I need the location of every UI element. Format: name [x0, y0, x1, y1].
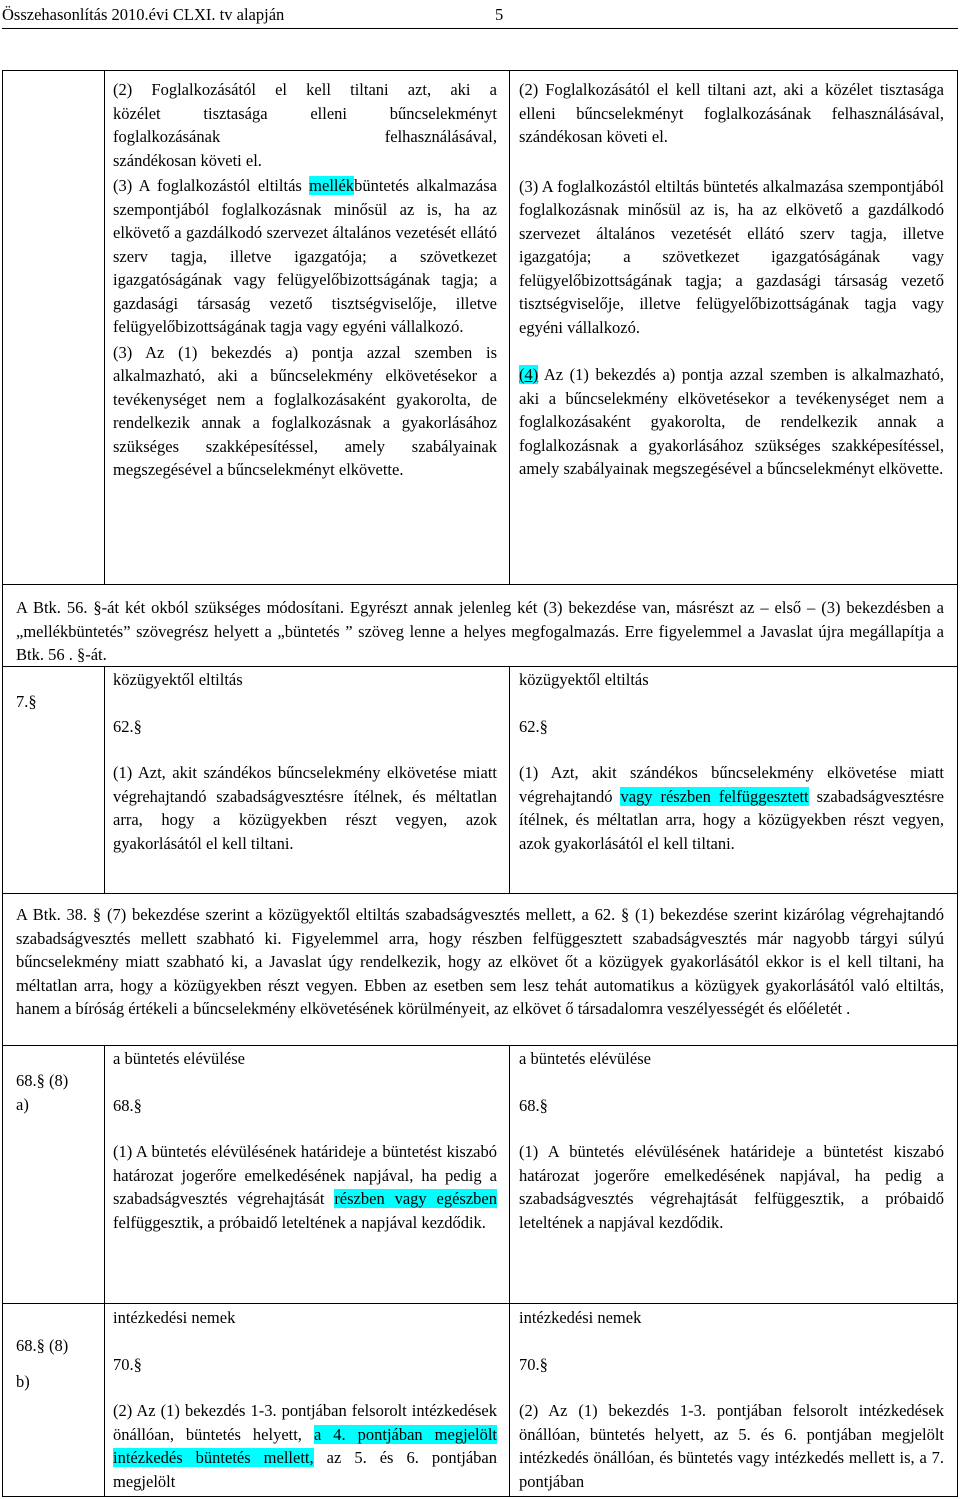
rule-row2-bottom [2, 893, 958, 894]
page-header [2, 2, 958, 29]
row2-left-cell [113, 668, 497, 855]
row4-right-cell [519, 1306, 944, 1493]
row3-section-label: 68.§ (8) a) [16, 1071, 69, 1114]
left-par2-line: foglalkozásának felhasználásával, [113, 127, 497, 146]
rule-page-bottom [2, 1496, 958, 1497]
right-par2: (2) Foglalkozásától el kell tiltani azt, aki a közélet tisztasága elleni bűncselekményt foglalkozásának felhasználásával, szándékosan követi el. [519, 80, 944, 146]
rule-row3-bottom [2, 1303, 958, 1304]
section-number: 62.§ [519, 716, 548, 736]
section-heading: közügyektől eltiltás [113, 670, 243, 689]
highlight: (4) [519, 365, 539, 384]
left-par2-line: (2) Foglalkozásától el kell tiltani azt, aki a [113, 80, 497, 99]
section-text: (1) Azt, akit szándékos bűncselekmény elkövetése miatt végrehajtandó vagy részben felfüggesztett szabadságvesztésre ítélnek, és méltatlan arra, hogy a közügyekben részt vegyen, azok gyakorlásától el kell tiltani. [519, 763, 944, 853]
right-par4: (4) Az (1) bekezdés a) pontja azzal szemben is alkalmazható, aki a bűncselekmény elkövetésekor a tevékenységet nem a foglalkozásaként gyakorolta, de rendelkezik annak a foglalkozásnak a gyakorlásához szükséges szakképesítéssel, amely szabályainak megszegésével a bűncselekményt elkövette. [519, 365, 944, 478]
rule-col-b [509, 70, 510, 585]
section-heading: közügyektől eltiltás [519, 670, 649, 689]
row1-left-cell [113, 78, 497, 482]
section-text: (2) Az (1) bekezdés 1-3. pontjában felsorolt intézkedések önállóan, büntetés helyett, a 4. pontjában megjelölt intézkedés büntetés mellett, az 5. és 6. pontjában megjelölt [113, 1401, 497, 1491]
page-number: 5 [495, 5, 504, 24]
section-number: 68.§ [519, 1095, 548, 1115]
row2-right-cell [519, 668, 944, 855]
section-number: 62.§ [113, 716, 142, 736]
explanatory-note-1: A Btk. 56. §-át két okból szükséges módosítani. Egyrészt annak jelenleg két (3) bekezdése van, másrészt az – első – (3) bekezdésben a „mellékbüntetés” szövegrész helyett a „büntetés ” szöveg lenne a helyes megfogalmazás. Erre figyelemmel a Javaslat újra megállapítja a Btk. 56 . §-át. [16, 598, 944, 664]
highlight: részben vagy egészben [334, 1189, 497, 1208]
section-heading: a büntetés elévülése [113, 1049, 245, 1068]
highlight: mellék [309, 176, 355, 195]
rule-col-a [104, 70, 105, 585]
rule-row1-bottom [2, 584, 958, 585]
explanatory-note-2: A Btk. 38. § (7) bekezdése szerint a közügyektől eltiltás szabadságvesztés mellett, a 62. § (1) bekezdése szerint kizárólag végrehajtandó szabadságvesztés mellett szabható ki. Figyelemmel arra, hogy részben felfüggesztett szabadságvesztés már nagyobb tárgyi súlyú bűncselekmény miatt szabható ki, a Javaslat úgy rendelkezik, hogy az elkövet őt a közügyek gyakorlásától ekkor is el kell tiltani, ha méltatlan arra, hogy a közügyekben részt vegyen. Ebben az esetben sem lesz tehát automatikus a közügyek gyakorlásától való eltiltás, hanem a bíróság értékeli a bűncselekmény elkövetésének körülményeit, az elkövet ő társadalomra veszélyességét és előéletét . [16, 905, 944, 1018]
row3-right-cell [519, 1047, 944, 1234]
row4-section-label: 68.§ (8) b) [16, 1336, 69, 1391]
rule-right-edge [957, 70, 958, 1497]
rule-col-a [104, 666, 105, 894]
document-title: Összehasonlítás 2010.évi CLXI. tv alapján [2, 5, 285, 24]
section-heading: intézkedési nemek [113, 1308, 236, 1327]
section-heading: intézkedési nemek [519, 1308, 642, 1327]
rule-row3-top [2, 1045, 958, 1046]
rule-col-b [509, 666, 510, 894]
highlight: vagy részben felfüggesztett [620, 786, 809, 806]
rule-left-edge [2, 70, 3, 1497]
row2-section-label: 7.§ [16, 692, 37, 711]
left-par2-line: szándékosan követi el. [113, 150, 262, 170]
row3-left-cell [113, 1047, 497, 1234]
section-number: 68.§ [113, 1095, 142, 1115]
rule-col-b [509, 1045, 510, 1497]
section-heading: a büntetés elévülése [519, 1049, 651, 1068]
row4-left-cell [113, 1306, 497, 1493]
section-text: (1) A büntetés elévülésének határideje a büntetést kiszabó határozat jogerőre emelkedésének napjával, ha pedig a szabadságvesztés végrehajtását részben vagy egészben felfüggesztik, a próbaidő leteltének a napjával kezdődik. [113, 1142, 497, 1232]
left-par2-line: közélet tisztasága elleni bűncselekményt [113, 103, 497, 123]
section-text: (1) A büntetés elévülésének határideje a büntetést kiszabó határozat jogerőre emelkedésének napjával, ha pedig a szabadságvesztés végrehajtását felfüggesztik, a próbaidő leteltének a napjával kezdődik. [519, 1142, 944, 1232]
left-par3: (3) A foglalkozástól eltiltás mellékbüntetés alkalmazása szempontjából foglalkozásnak minősül az is, ha az elkövető a gazdálkodó szervezet általános vezetését ellátó szerv tagja, illetve igazgatója; a szövetkezet igazgatóságának vagy felügyelőbizottságának tagja; a gazdasági társaság vezető tisztségviselője, illetve felügyelőbizottságának tagja vagy egyéni vállalkozó. [113, 176, 498, 336]
left-par4: (3) Az (1) bekezdés a) pontja azzal szemben is alkalmazható, aki a bűncselekmény elkövetésekor a tevékenységet nem a foglalkozásaként gyakorolta, de rendelkezik annak a foglalkozásnak a gyakorlásához szükséges szakképesítéssel, amely szabályainak megszegésével a bűncselekményt elkövette. [113, 342, 497, 479]
section-text: (2) Az (1) bekezdés 1-3. pontjában felsorolt intézkedések önállóan, büntetés helyett, az 5. és 6. pontjában megjelölt intézkedés önállóan, és büntetés vagy intézkedés mellett is, a 7. pontjában [519, 1401, 944, 1491]
section-number: 70.§ [113, 1354, 142, 1374]
section-number: 70.§ [519, 1354, 548, 1374]
rule-top [2, 70, 958, 71]
right-par3: (3) A foglalkozástól eltiltás büntetés alkalmazása szempontjából foglalkozásnak minősül az is, ha az elkövető a gazdálkodó szervezet általános vezetését ellátó szerv tagja, illetve igazgatója; a szövetkezet igazgatóságának vagy felügyelőbizottságának tagja; a gazdasági társaság vezető tisztségviselője, illetve felügyelőbizottságának tagja vagy egyéni vállalkozó. [519, 176, 944, 337]
rule-col-a [104, 1045, 105, 1497]
highlight: a 4. pontjában megjelölt intézkedés büntetés mellett, [113, 1424, 497, 1467]
section-text: (1) Azt, akit szándékos bűncselekmény elkövetése miatt végrehajtandó szabadságvesztésre ítélnek, és méltatlan arra, hogy a közügyekben részt vegyen, azok gyakorlásától el kell tiltani. [113, 763, 497, 853]
row1-right-cell [519, 78, 944, 481]
